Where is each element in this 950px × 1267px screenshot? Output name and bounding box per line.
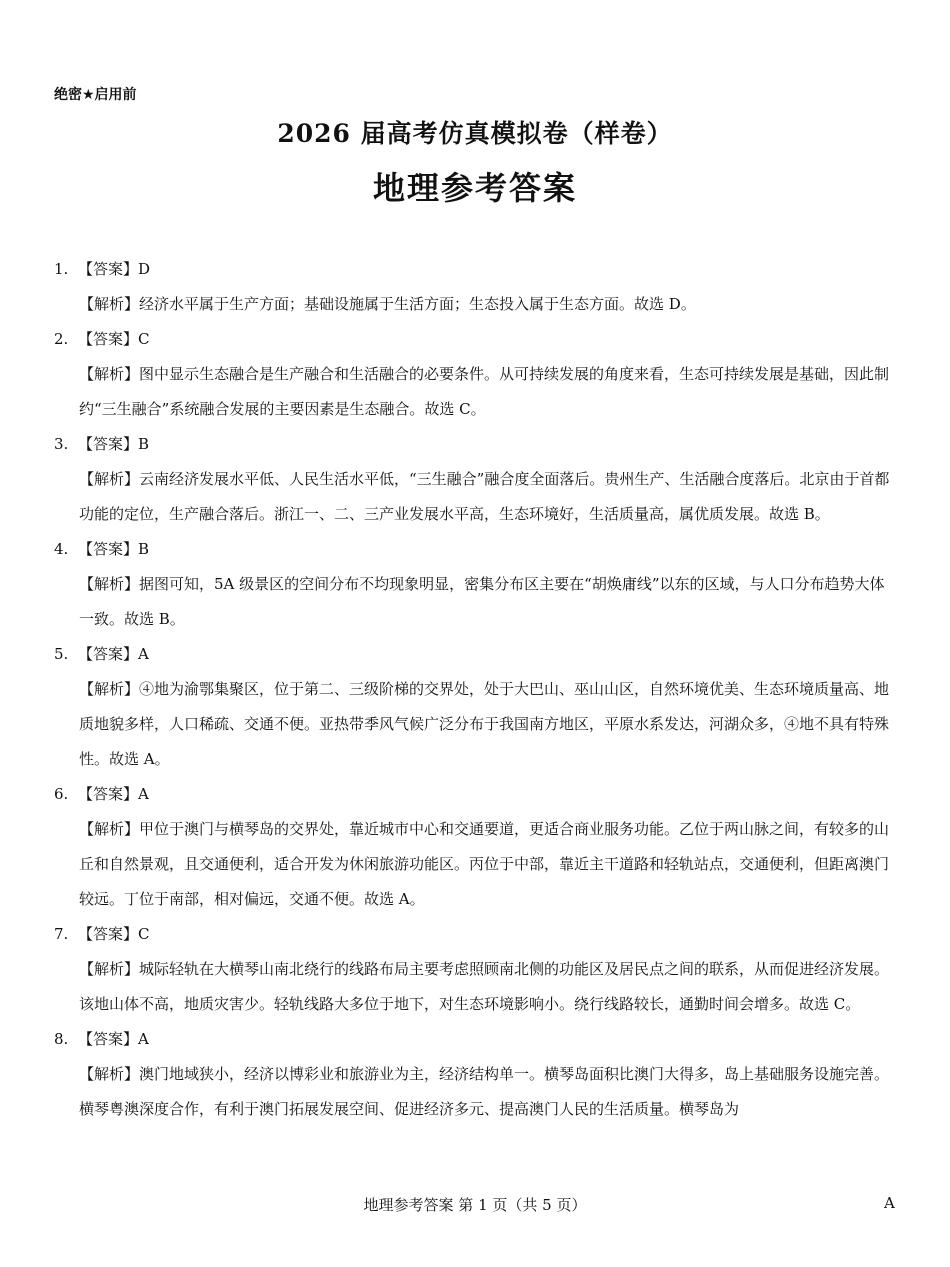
answer-line [54,427,896,462]
explanation-label: 【解析】 [79,365,140,383]
answer-text: 【答案】B [78,435,150,453]
question-8 [54,1022,896,1127]
question-5 [54,637,896,777]
question-2 [54,322,896,427]
question-number: 5. [54,645,69,663]
explanation [54,672,896,777]
exam-title: 2026 届高考仿真模拟卷（样卷） [277,119,673,148]
explanation [54,1057,896,1127]
explanation-text: 云南经济发展水平低、人民生活水平低，“三生融合”融合度全面落后。贵州生产、生活融合度落后。北京由于首都功能的定位，生产融合落后。浙江一、二、三产业发展水平高，生态环境好，生活质量高，属优质发展。故选 B。 [79,470,890,523]
question-number: 4. [54,540,69,558]
explanation-label: 【解析】 [79,295,140,313]
explanation [54,812,896,917]
explanation [54,567,896,637]
version-mark: A [884,1194,895,1212]
confidential-mark: 绝密★启用前 [54,87,137,103]
explanation-label: 【解析】 [79,820,140,838]
question-number: 1. [54,260,69,278]
answer-text: 【答案】A [78,645,149,663]
answer-text: 【答案】C [78,330,150,348]
explanation [54,357,896,427]
page-title: 地理参考答案 [372,169,577,207]
explanation-text: ④地为渝鄂集聚区，位于第二、三级阶梯的交界处，处于大巴山、巫山山区，自然环境优美、生态环境质量高、地质地貌多样，人口稀疏、交通不便。亚热带季风气候广泛分布于我国南方地区，平原水系发达，河湖众多，④地不具有特殊性。故选 A。 [79,680,890,768]
answer-line [54,322,896,357]
explanation-label: 【解析】 [79,1065,140,1083]
answer-list [54,252,896,1127]
answer-line [54,637,896,672]
answer-line [54,532,896,567]
explanation-label: 【解析】 [79,960,140,978]
answer-text: 【答案】D [78,260,151,278]
explanation [54,462,896,532]
answer-line [54,1022,896,1057]
question-number: 2. [54,330,69,348]
question-1 [54,252,896,322]
answer-text: 【答案】C [78,925,150,943]
question-4 [54,532,896,637]
question-number: 8. [54,1030,69,1048]
explanation-label: 【解析】 [79,680,140,698]
explanation-text: 图中显示生态融合是生产融合和生活融合的必要条件。从可持续发展的角度来看，生态可持续发展是基础，因此制约“三生融合”系统融合发展的主要因素是生态融合。故选 C。 [79,365,890,418]
question-number: 3. [54,435,69,453]
question-3 [54,427,896,532]
question-number: 7. [54,925,69,943]
answer-line [54,252,896,287]
explanation [54,287,896,322]
question-7 [54,917,896,1022]
answer-line [54,777,896,812]
answer-line [54,917,896,952]
answer-text: 【答案】A [78,785,149,803]
question-number: 6. [54,785,69,803]
explanation-text: 城际轻轨在大横琴山南北绕行的线路布局主要考虑照顾南北侧的功能区及居民点之间的联系，从而促进经济发展。该地山体不高，地质灾害少。轻轨线路大多位于地下，对生态环境影响小。绕行线路较长，通勤时间会增多。故选 C。 [79,960,890,1013]
answer-text: 【答案】B [78,540,150,558]
question-6 [54,777,896,917]
explanation-text: 据图可知，5A 级景区的空间分布不均现象明显，密集分布区主要在“胡焕庸线”以东的区域，与人口分布趋势大体一致。故选 B。 [79,575,885,628]
explanation-label: 【解析】 [79,470,140,488]
explanation-text: 甲位于澳门与横琴岛的交界处，靠近城市中心和交通要道，更适合商业服务功能。乙位于两山脉之间，有较多的山丘和自然景观，且交通便利，适合开发为休闲旅游功能区。丙位于中部，靠近主干道路和轻轨站点，交通便利，但距离澳门较远。丁位于南部，相对偏远，交通不便。故选 A。 [79,820,890,908]
explanation [54,952,896,1022]
explanation-text: 澳门地域狭小，经济以博彩业和旅游业为主，经济结构单一。横琴岛面积比澳门大得多，岛上基础服务设施完善。横琴粤澳深度合作，有利于澳门拓展发展空间、促进经济多元、提高澳门人民的生活质量。横琴岛为 [79,1065,890,1118]
explanation-label: 【解析】 [79,575,140,593]
explanation-text: 经济水平属于生产方面；基础设施属于生活方面；生态投入属于生态方面。故选 D。 [139,295,696,313]
page-footer: 地理参考答案 第 1 页（共 5 页） [363,1196,587,1214]
answer-text: 【答案】A [78,1030,149,1048]
